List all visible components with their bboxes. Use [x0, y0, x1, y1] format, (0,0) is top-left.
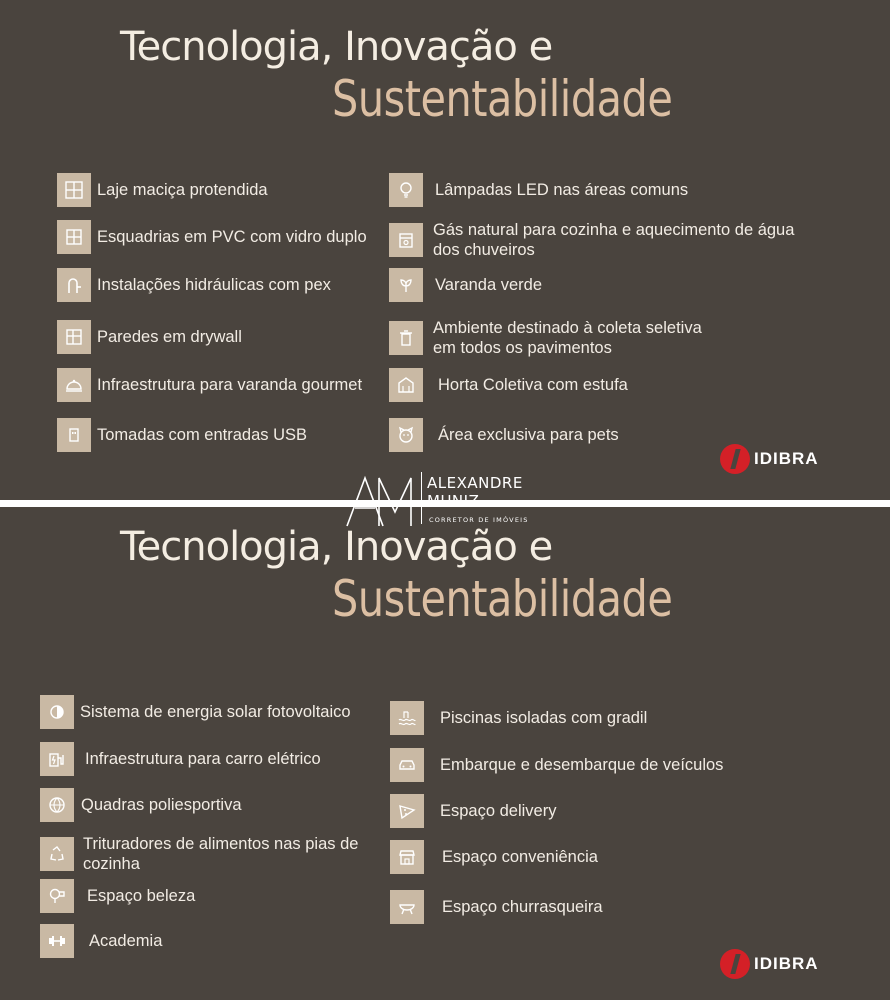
- bulb-icon: [389, 173, 423, 207]
- cloche-icon: [57, 368, 91, 402]
- brand-mark-icon: [720, 949, 750, 979]
- watermark-name: [427, 474, 523, 510]
- feature-label: Ambiente destinado à coleta seletiva em todos os pavimentos: [433, 319, 702, 357]
- car-icon: [390, 748, 424, 782]
- feature-item: [57, 418, 307, 452]
- title-line2: Sustentabilidade: [332, 570, 673, 628]
- watermark-separator: [421, 472, 422, 524]
- title-line1: Tecnologia, Inovação e: [120, 524, 553, 570]
- feature-label: Paredes em drywall: [97, 328, 242, 346]
- ev-charger-icon: [40, 742, 74, 776]
- feature-item: [390, 748, 723, 782]
- feature-label: Espaço beleza: [87, 887, 196, 905]
- feature-item: [40, 834, 380, 874]
- feature-label: Trituradores de alimentos nas pias de cozinha: [83, 835, 359, 873]
- feature-item: [390, 890, 603, 924]
- usb-icon: [57, 418, 91, 452]
- feature-label: Varanda verde: [435, 276, 543, 294]
- feature-label: Lâmpadas LED nas áreas comuns: [435, 181, 689, 199]
- feature-item: [389, 318, 719, 358]
- feature-item: [57, 173, 268, 207]
- feature-label: Gás natural para cozinha e aquecimento de água dos chuveiros: [433, 221, 795, 259]
- feature-item: [57, 368, 362, 402]
- title-line2: Sustentabilidade: [332, 70, 673, 128]
- feature-label: Instalações hidráulicas com pex: [97, 276, 331, 294]
- feature-item: [389, 173, 688, 207]
- pipe-icon: [57, 268, 91, 302]
- feature-label: Espaço delivery: [440, 802, 557, 820]
- feature-label: Horta Coletiva com estufa: [438, 376, 628, 394]
- pool-icon: [390, 701, 424, 735]
- feature-label: Área exclusiva para pets: [438, 426, 619, 444]
- wall-icon: [57, 320, 91, 354]
- feature-item: [389, 368, 628, 402]
- ball-icon: [40, 788, 74, 822]
- feature-item: [389, 268, 542, 302]
- feature-label: Tomadas com entradas USB: [97, 426, 308, 444]
- feature-label: Academia: [89, 932, 163, 950]
- feature-item: [389, 220, 799, 260]
- feature-item: [40, 788, 242, 822]
- feature-item: [390, 794, 556, 828]
- feature-item: [40, 742, 321, 776]
- feature-label: Espaço conveniência: [442, 848, 598, 866]
- slab-icon: [57, 173, 91, 207]
- feature-item: [40, 879, 195, 913]
- watermark-name-line2: MUNIZ: [427, 492, 480, 510]
- window-icon: [57, 220, 91, 254]
- solar-icon: [40, 695, 74, 729]
- watermark: [345, 470, 545, 530]
- feature-item: [390, 840, 598, 874]
- feature-item: [40, 924, 162, 958]
- greenhouse-icon: [389, 368, 423, 402]
- feature-item: [389, 418, 619, 452]
- plant-icon: [389, 268, 423, 302]
- feature-item: [390, 701, 647, 735]
- watermark-subtitle: CORRETOR DE IMÓVEIS: [429, 516, 529, 524]
- feature-item: [57, 268, 331, 302]
- brand-logo: [720, 949, 819, 979]
- gas-icon: [389, 223, 423, 257]
- feature-label: Infraestrutura para varanda gourmet: [97, 376, 363, 394]
- watermark-name-line1: ALEXANDRE: [427, 474, 523, 492]
- feature-item: [40, 695, 351, 729]
- trash-icon: [389, 321, 423, 355]
- feature-label: Embarque e desembarque de veículos: [440, 756, 724, 774]
- feature-label: Laje maciça protendida: [97, 181, 268, 199]
- feature-item: [57, 220, 367, 254]
- brand-mark-icon: [720, 444, 750, 474]
- panel-bottom: [0, 507, 890, 1000]
- feature-label: Espaço churrasqueira: [442, 898, 603, 916]
- dumbbell-icon: [40, 924, 74, 958]
- watermark-monogram-icon: [345, 472, 420, 528]
- feature-label: Esquadrias em PVC com vidro duplo: [97, 228, 367, 246]
- grill-icon: [390, 890, 424, 924]
- feature-label: Sistema de energia solar fotovoltaico: [80, 703, 351, 721]
- title-line1: Tecnologia, Inovação e: [120, 24, 553, 70]
- recycle-icon: [40, 837, 74, 871]
- brand-name: IDIBRA: [754, 449, 819, 468]
- feature-label: Infraestrutura para carro elétrico: [85, 750, 321, 768]
- feature-item: [57, 320, 242, 354]
- brand-name: IDIBRA: [754, 954, 819, 973]
- feature-label: Quadras poliesportiva: [81, 796, 242, 814]
- feature-label: Piscinas isoladas com gradil: [440, 709, 648, 727]
- store-icon: [390, 840, 424, 874]
- hairdryer-icon: [40, 879, 74, 913]
- brand-logo: [720, 444, 819, 474]
- pet-icon: [389, 418, 423, 452]
- pizza-icon: [390, 794, 424, 828]
